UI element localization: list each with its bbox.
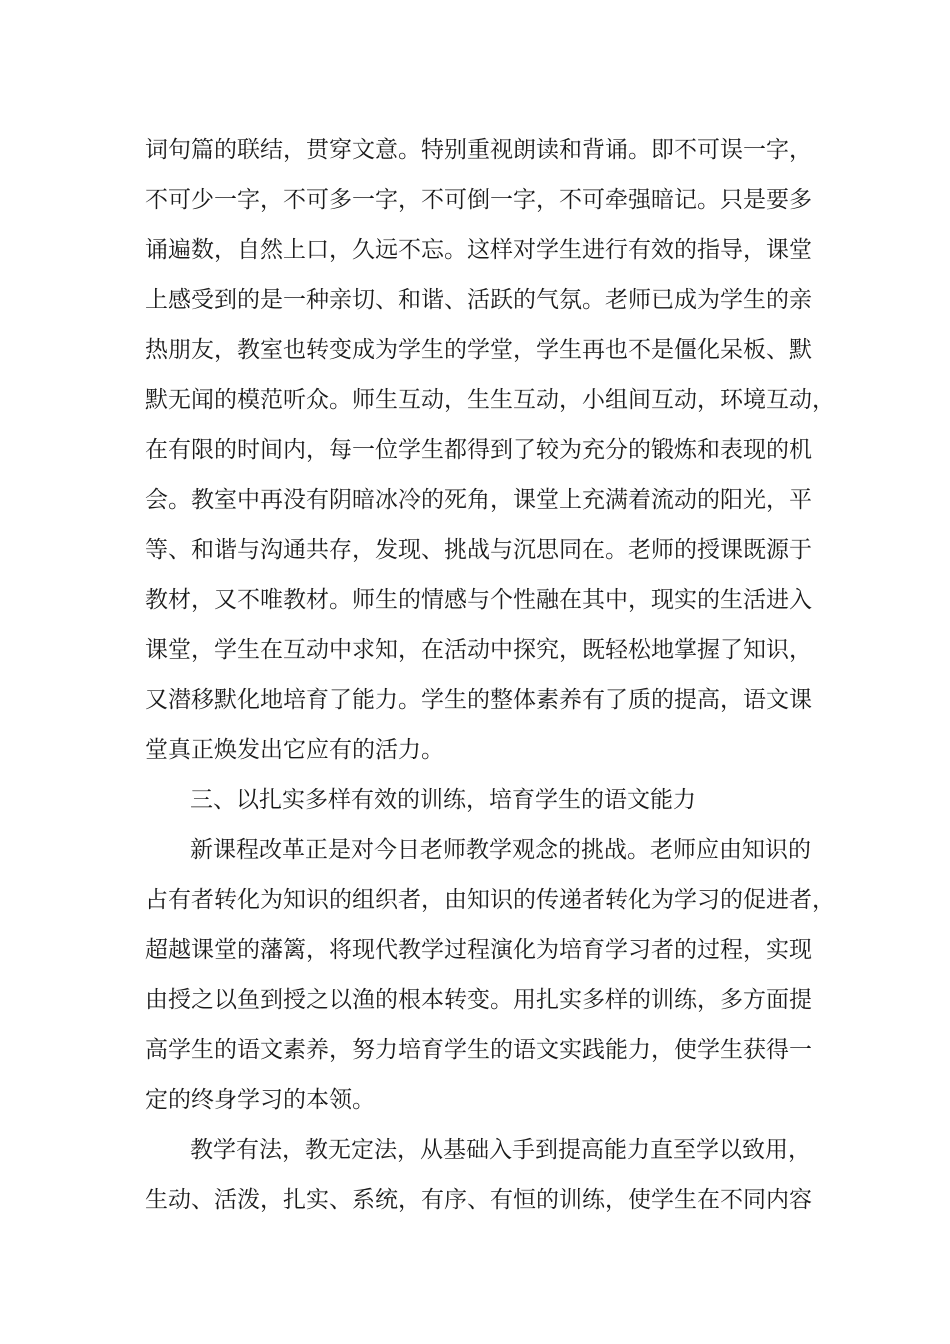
text-line: 由授之以鱼到授之以渔的根本转变。用扎实多样的训练，多方面提 (145, 987, 812, 1013)
text-line: 高学生的语文素养，努力培育学生的语文实践能力，使学生获得一 (145, 1037, 812, 1063)
text-line: 热朋友，教室也转变成为学生的学堂，学生再也不是僵化呆板、默 (145, 337, 812, 363)
text-line: 默无闻的模范听众。师生互动，生生互动，小组间互动，环境互动， (145, 387, 835, 413)
text-line: 诵遍数，自然上口，久远不忘。这样对学生进行有效的指导，课堂 (145, 237, 812, 263)
text-line: 超越课堂的藩篱，将现代教学过程演化为培育学习者的过程，实现 (145, 937, 812, 963)
section-heading: 三、以扎实多样有效的训练，培育学生的语文能力 (190, 787, 696, 813)
text-line: 生动、活泼，扎实、系统，有序、有恒的训练，使学生在不同内容 (145, 1187, 812, 1213)
text-line: 词句篇的联结，贯穿文意。特别重视朗读和背诵。即不可误一字， (145, 137, 812, 163)
text-line: 堂真正焕发出它应有的活力。 (145, 737, 444, 763)
text-line: 课堂，学生在互动中求知，在活动中探究，既轻松地掌握了知识， (145, 637, 812, 663)
text-line: 定的终身学习的本领。 (145, 1087, 375, 1113)
text-line: 教材，又不唯教材。师生的情感与个性融在其中，现实的生活进入 (145, 587, 812, 613)
text-line: 新课程改革正是对今日老师教学观念的挑战。老师应由知识的 (190, 837, 811, 863)
text-line: 在有限的时间内，每一位学生都得到了较为充分的锻炼和表现的机 (145, 437, 812, 463)
text-line: 不可少一字，不可多一字，不可倒一字，不可牵强暗记。只是要多 (145, 187, 812, 213)
text-line: 教学有法，教无定法，从基础入手到提高能力直至学以致用， (190, 1137, 811, 1163)
text-line: 等、和谐与沟通共存，发现、挑战与沉思同在。老师的授课既源于 (145, 537, 812, 563)
text-line: 又潜移默化地培育了能力。学生的整体素养有了质的提高，语文课 (145, 687, 812, 713)
text-line: 会。教室中再没有阴暗冰冷的死角，课堂上充满着流动的阳光，平 (145, 487, 812, 513)
text-line: 占有者转化为知识的组织者，由知识的传递者转化为学习的促进者， (145, 887, 835, 913)
text-line: 上感受到的是一种亲切、和谐、活跃的气氛。老师已成为学生的亲 (145, 287, 812, 313)
